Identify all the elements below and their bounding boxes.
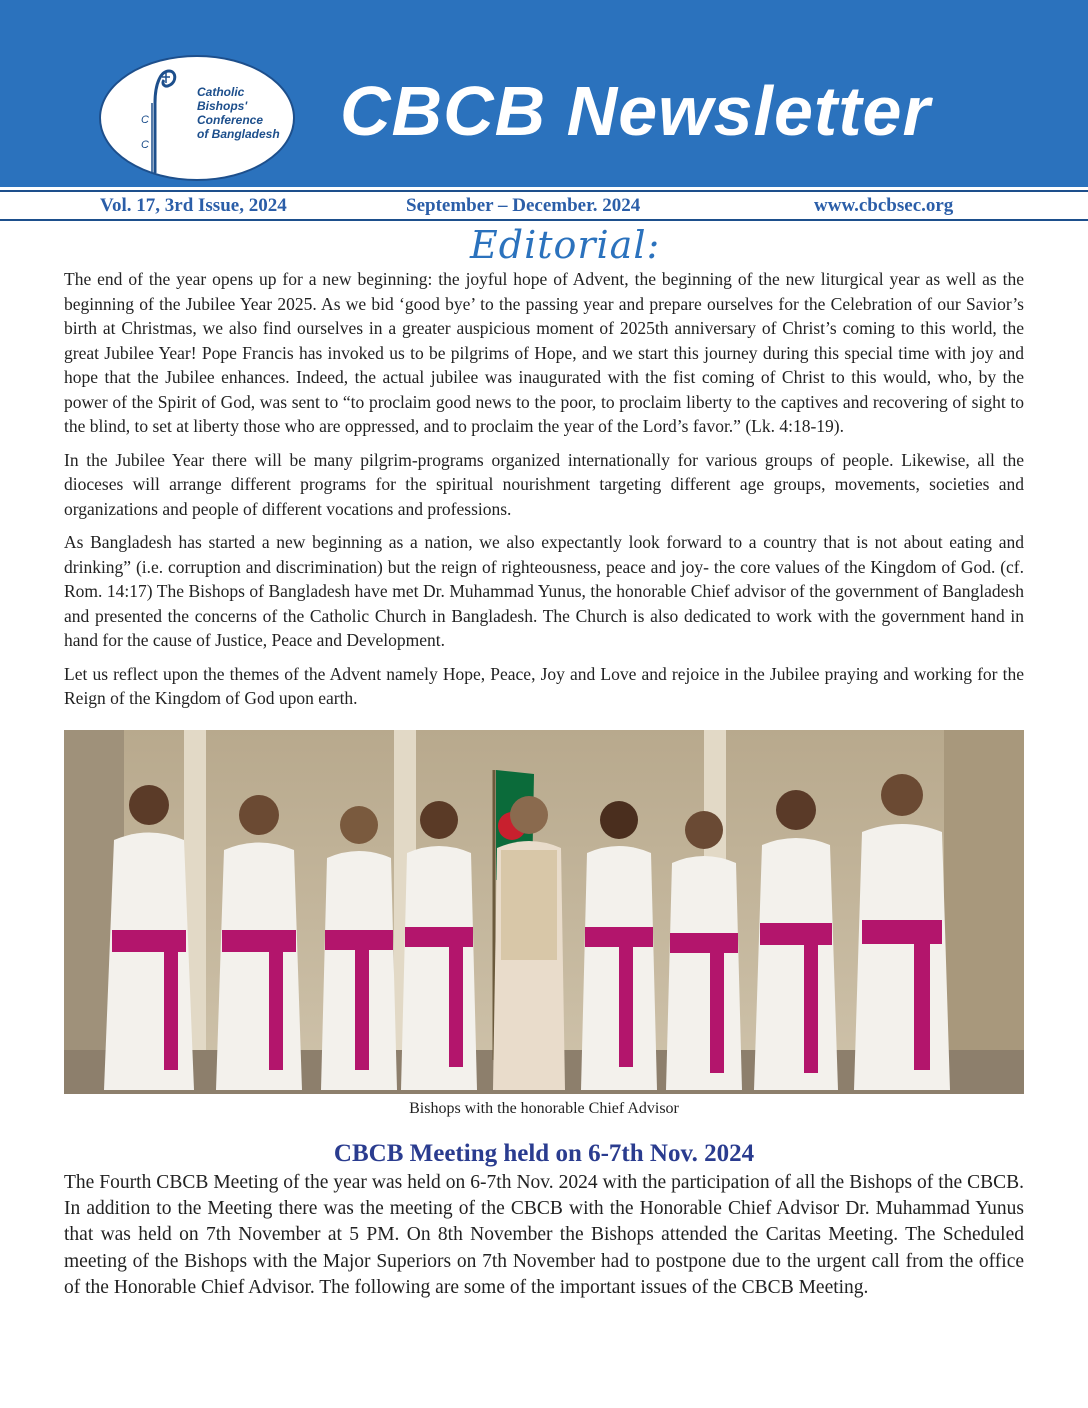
cbcb-logo — [99, 55, 295, 181]
logo-org-line: Catholic — [197, 85, 245, 99]
logo-letter: C — [141, 139, 149, 151]
newsletter-title: CBCB Newsletter — [340, 72, 931, 150]
issue-volume: Vol. 17, 3rd Issue, 2024 — [100, 195, 287, 216]
meeting-text: The Fourth CBCB Meeting of the year was held on 6-7th Nov. 2024 with the participation of all the Bishops of the CBCB. In addition to the Meeting there was the meeting of the CBCB with the Honorable Chief Advisor Dr. Muhammad Yunus that was held on 7th November at 5 PM. On 8th November the Bishops attended the Caritas Meeting. The Scheduled meeting of the Bishops with the Major Superiors on 7th November had to postpone due to the urgent call from the office of the Honorable Chief Advisor. The following are some of the important issues of the CBCB Meeting. — [64, 1172, 1024, 1298]
editorial-paragraph: The end of the year opens up for a new beginning: the joyful hope of Advent, the beginning of the new liturgical year as well as the beginning of the Jubilee Year 2025. As we bid ‘good bye’ to the passing year and prepare ourselves for the Celebration of our Savior’s birth at Christmas, we also find ourselves in a greater auspicious moment of 2025th anniversary of Christ’s coming to this world, the great Jubilee Year! Pope Francis has invoked us to be pilgrims of Hope, and we start this journey during this special time with joy and hope that the Jubilee enhances. Indeed, the actual jubilee was inaugurated with the fist coming of Christ to this would, who, by the power of the Spirit of God, was sent to “to proclaim good news to the poor, to proclaim liberty to the captives and recovering of sight to the blind, to set at liberty those who are oppressed, and to proclaim the year of the Lord’s favor.” (Lk. 4:18-19). — [64, 269, 1024, 436]
website-link[interactable]: www.cbcbsec.org — [814, 195, 954, 216]
editorial-heading: Editorial: — [470, 223, 661, 267]
group-photo-illustration — [64, 730, 1024, 1094]
divider — [0, 219, 1088, 221]
logo-org-line: Bishops' — [197, 99, 248, 113]
logo-org-line: Conference — [197, 113, 264, 127]
masthead-banner — [0, 0, 1088, 187]
issue-period: September – December. 2024 — [406, 195, 641, 216]
group-photo — [64, 730, 1024, 1094]
meeting-heading: CBCB Meeting held on 6-7th Nov. 2024 — [333, 1140, 755, 1167]
editorial-paragraph: As Bangladesh has started a new beginning as a nation, we also expectantly look forward to a country that is not about eating and drinking” (i.e. corruption and discrimination) but the reign of righteousness, peace and joy- the core values of the Kingdom of God. (cf. Rom. 14:17) The Bishops of Bangladesh have met Dr. Muhammad Yunus, the honorable Chief advisor of the government of Bangladesh and presented the concerns of the Catholic Church in Bangladesh. The Church is also dedicated to work with the government hand in hand for the cause of Justice, Peace and Development. — [64, 532, 1024, 650]
editorial-body — [64, 267, 1024, 720]
logo-letter: C — [141, 114, 149, 126]
divider — [0, 190, 1088, 192]
editorial-paragraph: Let us reflect upon the themes of the Advent namely Hope, Peace, Joy and Love and rejoice in the Jubilee praying and working for the Reign of the Kingdom of God upon earth. — [64, 663, 1024, 708]
logo-org-name — [197, 85, 293, 141]
logo-org-line: of Bangladesh — [197, 127, 280, 141]
editorial-paragraph: In the Jubilee Year there will be many pilgrim-programs organized internationally for various groups of people. Likewise, all the dioceses will arrange different programs for the spiritual nourishment targeting different age groups, movements, societies and organizations and people of different vocations and professions. — [64, 449, 1024, 519]
photo-caption: Bishops with the honorable Chief Advisor — [409, 1100, 679, 1117]
